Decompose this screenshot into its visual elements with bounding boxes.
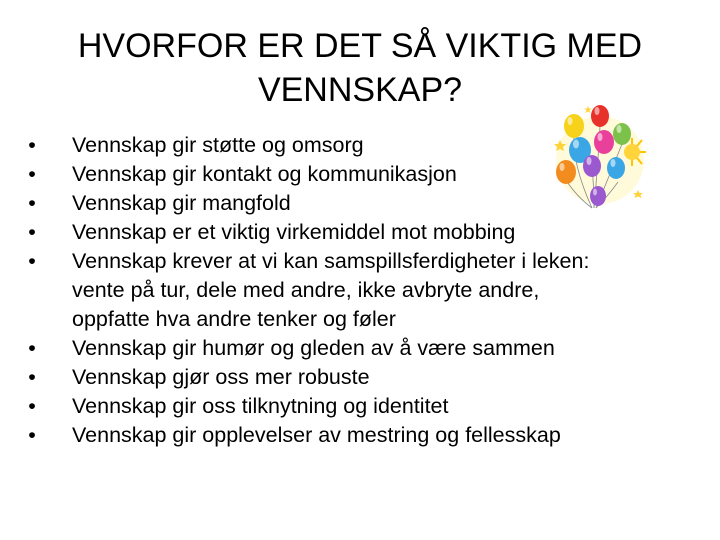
list-item (0, 363, 700, 392)
list-item (0, 392, 700, 421)
bullet-dot: • (28, 133, 36, 157)
bullet-text: Vennskap gir opplevelser av mestring og fellesskap (72, 423, 561, 447)
bullet-dot: • (28, 365, 36, 389)
balloon-purple (583, 155, 601, 177)
balloon-purple-small (590, 186, 606, 206)
bullet-text-continued: vente på tur, dele med andre, ikke avbryte andre, (72, 278, 540, 302)
bullet-text: Vennskap gir humør og gleden av å være sammen (72, 336, 555, 360)
balloons-icon (552, 104, 648, 216)
list-item (0, 218, 700, 247)
bullet-dot: • (28, 249, 36, 273)
balloon-red (591, 105, 609, 127)
balloon-orange (556, 160, 576, 184)
bullet-dot: • (28, 220, 36, 244)
bullet-text: Vennskap gir oss tilknytning og identitet (72, 394, 449, 418)
bullet-text: Vennskap krever at vi kan samspillsferdigheter i leken: (72, 249, 590, 273)
title-line-2: VENNSKAP? (257, 71, 463, 109)
list-item (0, 247, 700, 334)
title-line-1: HVORFOR ER DET SÅ VIKTIG MED (77, 27, 643, 65)
bullet-text: Vennskap gir kontakt og kommunikasjon (72, 162, 457, 186)
balloon-pink (594, 130, 614, 154)
slide-title (60, 24, 660, 112)
bullet-text: Vennskap er et viktig virkemiddel mot mobbing (72, 220, 516, 244)
list-item (0, 334, 700, 363)
bullet-text: Vennskap gir mangfold (72, 191, 291, 215)
bullet-text: Vennskap gir støtte og omsorg (72, 133, 364, 157)
balloon-yellow (564, 114, 584, 138)
list-item (0, 421, 700, 450)
balloon-blue-small (607, 157, 625, 179)
bullet-dot: • (28, 191, 36, 215)
bullet-dot: • (28, 394, 36, 418)
bullet-text-continued: oppfatte hva andre tenker og føler (72, 307, 396, 331)
bullet-dot: • (28, 336, 36, 360)
bullet-dot: • (28, 162, 36, 186)
balloon-green (613, 123, 631, 145)
bullet-dot: • (28, 423, 36, 447)
bullet-text: Vennskap gjør oss mer robuste (72, 365, 370, 389)
